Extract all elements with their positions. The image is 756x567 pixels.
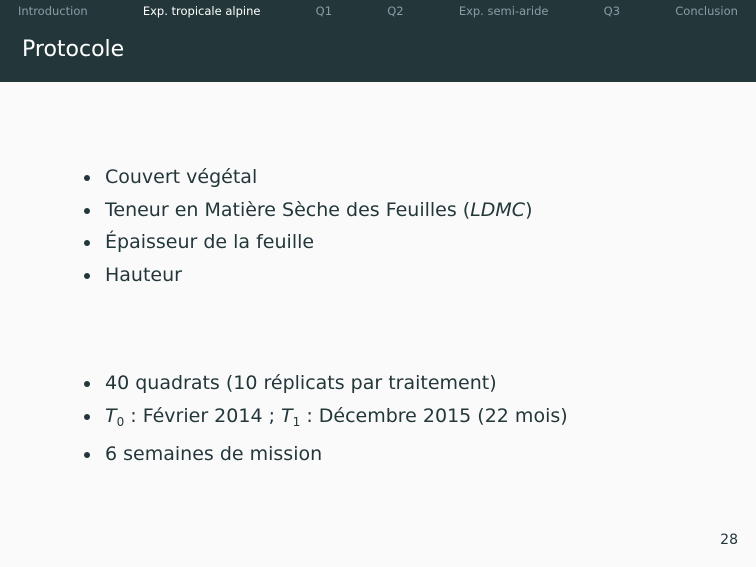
nav-item-conclusion[interactable]: Conclusion (675, 4, 738, 18)
list-item (84, 194, 533, 227)
t0-variable: T (105, 404, 117, 427)
nav-item-exp-semi-aride[interactable]: Exp. semi-aride (458, 4, 549, 18)
section-navigation (0, 0, 756, 22)
list-item (84, 438, 568, 471)
list-item-text: Couvert végétal (105, 166, 258, 188)
list-item (84, 367, 568, 400)
traits-list (84, 161, 533, 291)
t0-subscript: 0 (116, 414, 125, 429)
list-item-text: 40 quadrats (10 réplicats par traitement) (105, 372, 497, 394)
list-item-text-after: ) (525, 198, 533, 221)
bullet-icon (84, 414, 90, 420)
nav-item-q3[interactable]: Q3 (603, 4, 621, 18)
list-item (84, 400, 568, 439)
t0-text: : Février 2014 ; (124, 404, 282, 427)
page-number: 28 (720, 532, 738, 548)
list-item (84, 161, 533, 194)
bullet-icon (84, 273, 90, 279)
bullet-icon (84, 381, 90, 387)
slide-title: Protocole (22, 37, 125, 62)
bullet-icon (84, 175, 90, 181)
t1-subscript: 1 (292, 414, 301, 429)
list-item-text: Hauteur (105, 263, 182, 286)
list-item (84, 226, 533, 259)
slide-header (0, 0, 756, 82)
list-item-text: 6 semaines de mission (105, 443, 323, 465)
bullet-icon (84, 240, 90, 246)
list-item-text: Teneur en Matière Sèche des Feuilles ( (105, 198, 471, 221)
nav-item-introduction[interactable]: Introduction (18, 4, 88, 18)
bullet-icon (84, 208, 90, 214)
t1-text: : Décembre 2015 (22 mois) (300, 404, 568, 427)
t1-variable: T (281, 404, 293, 427)
list-item (84, 259, 533, 292)
protocol-details-list (84, 367, 568, 471)
bullet-icon (84, 452, 90, 458)
list-item-text: Épaisseur de la feuille (105, 231, 315, 253)
nav-item-q2[interactable]: Q2 (387, 4, 404, 18)
list-item-abbreviation: LDMC (470, 198, 526, 221)
nav-item-q1[interactable]: Q1 (315, 4, 333, 18)
nav-item-exp-tropicale-alpine[interactable]: Exp. tropicale alpine (142, 4, 261, 18)
